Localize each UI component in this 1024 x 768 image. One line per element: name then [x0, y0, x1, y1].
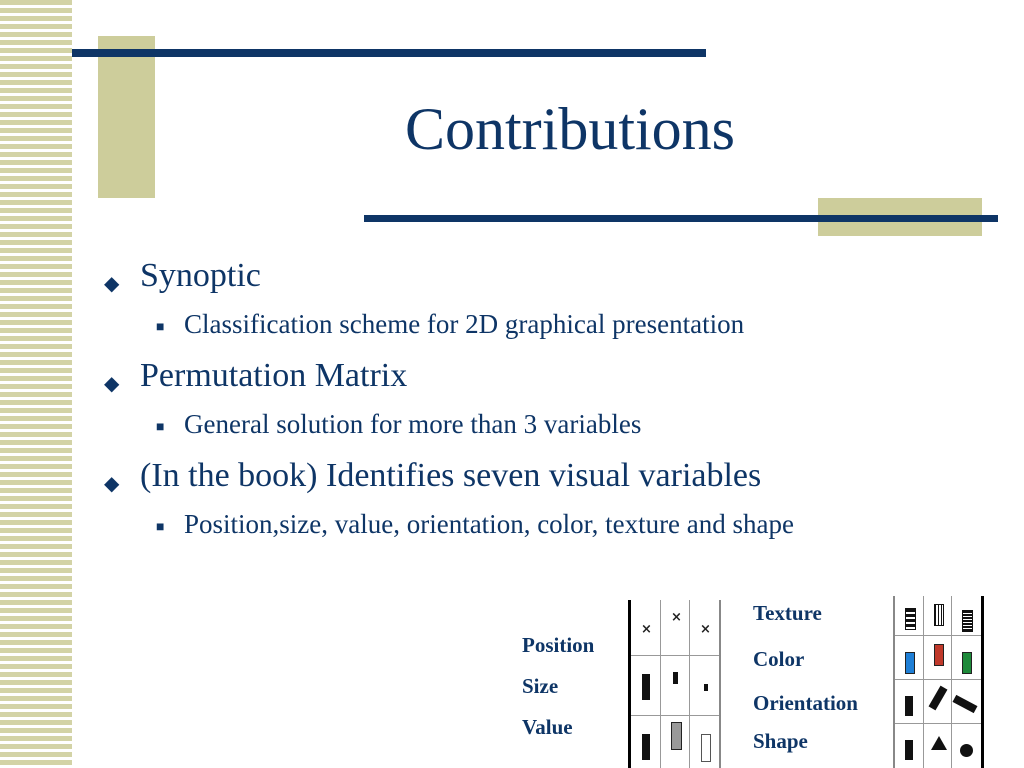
bullet-text: (In the book) Identifies seven visual variables	[140, 457, 762, 494]
sub-bullet-text: General solution for more than 3 variables	[184, 409, 642, 439]
shape-triangle-icon	[931, 736, 947, 750]
top-rule	[72, 49, 706, 57]
sub-bullet-general-solution	[104, 404, 924, 444]
bullet-permutation-matrix	[104, 354, 924, 398]
cross-mark-icon: ×	[641, 622, 652, 637]
label-value: Value	[522, 715, 573, 739]
diamond-bullet-icon: ◆	[104, 473, 120, 495]
texture-coarse-mark	[905, 608, 916, 630]
texture-fine-mark	[962, 610, 973, 632]
matrix-cell	[661, 600, 690, 656]
label-orientation: Orientation	[753, 691, 858, 715]
label-color: Color	[753, 647, 805, 671]
bullet-text: Permutation Matrix	[140, 357, 408, 394]
shape-circle-icon	[960, 744, 973, 757]
sub-bullet-classification	[104, 304, 924, 344]
color-red-mark	[934, 644, 944, 666]
size-medium-mark	[673, 672, 678, 684]
orientation-vertical-mark	[905, 696, 913, 716]
bullet-list	[104, 254, 924, 554]
label-size: Size	[522, 674, 559, 698]
diamond-bullet-icon: ◆	[104, 273, 120, 295]
size-large-mark	[642, 674, 650, 700]
bullet-visual-variables	[104, 454, 924, 498]
bottom-rule	[364, 215, 998, 222]
value-dark-mark	[642, 734, 650, 760]
diamond-bullet-icon: ◆	[104, 373, 120, 395]
shape-bar-mark	[905, 740, 913, 760]
texture-color-orientation-shape-matrix	[893, 596, 984, 768]
label-texture: Texture	[753, 601, 822, 625]
color-blue-mark	[905, 652, 915, 674]
texture-vertical-mark	[934, 604, 944, 626]
label-position: Position	[522, 633, 595, 657]
sub-bullet-text: Position,size, value, orientation, color, texture and shape	[184, 509, 795, 539]
square-bullet-icon: ■	[156, 520, 165, 535]
position-size-value-matrix	[628, 600, 721, 768]
slide-title: Contributions	[404, 96, 736, 162]
matrix-cell	[661, 656, 690, 716]
left-stripe-decoration	[0, 0, 72, 768]
top-left-accent-block	[98, 36, 155, 198]
square-bullet-icon: ■	[156, 420, 165, 435]
sub-bullet-text: Classification scheme for 2D graphical presentation	[184, 309, 745, 339]
square-bullet-icon: ■	[156, 320, 165, 335]
label-shape: Shape	[753, 729, 808, 753]
bullet-synoptic	[104, 254, 924, 298]
cross-mark-icon: ×	[700, 622, 711, 637]
size-small-mark	[704, 684, 708, 691]
bullet-text: Synoptic	[140, 257, 261, 294]
value-medium-mark	[671, 722, 682, 750]
color-green-mark	[962, 652, 972, 674]
value-light-mark	[701, 734, 711, 762]
cross-mark-icon: ×	[671, 610, 682, 625]
sub-bullet-variable-list	[104, 504, 904, 544]
